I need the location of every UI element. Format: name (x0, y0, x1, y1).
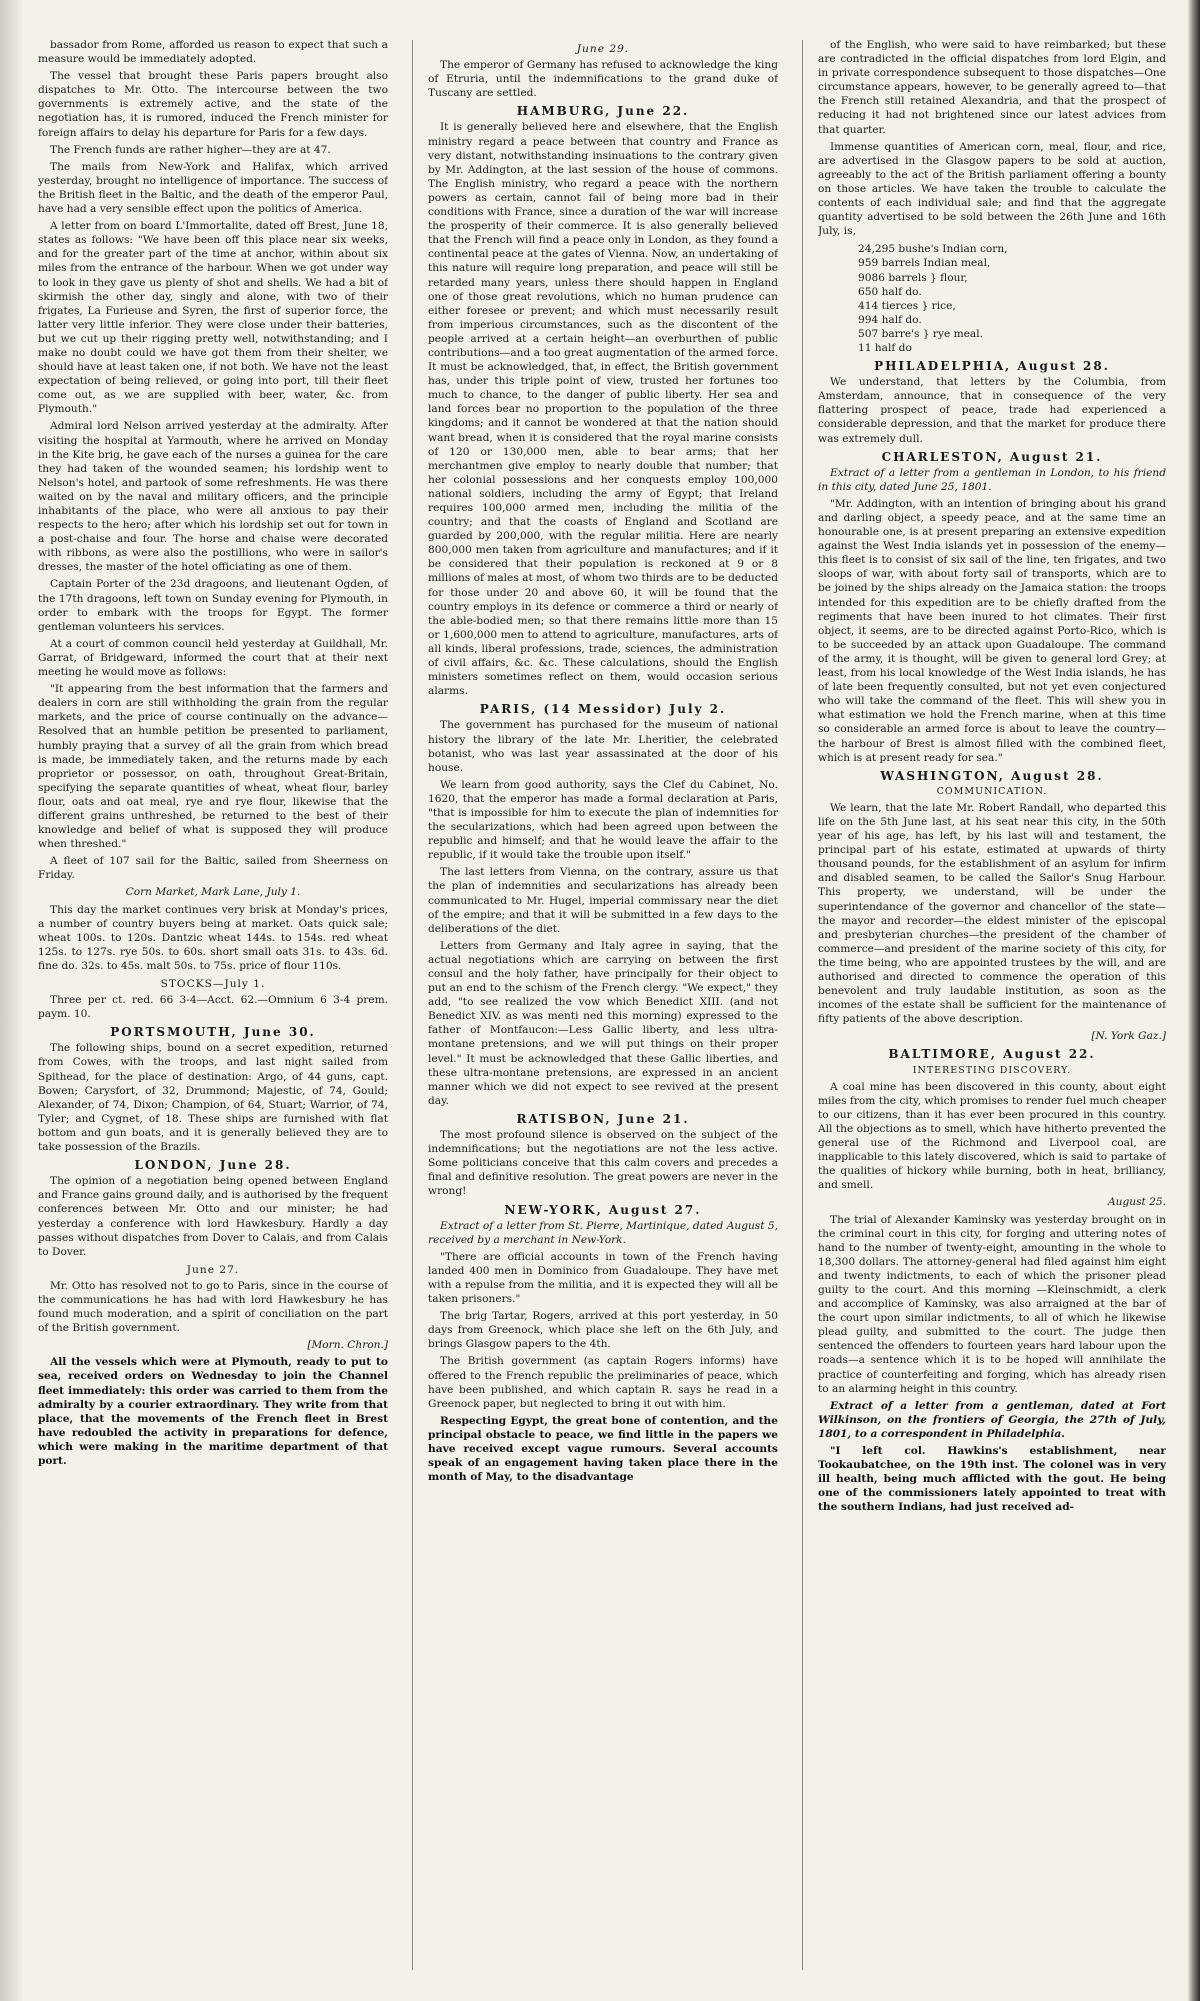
extract-intro: Extract of a letter from a gentleman, dated at Fort Wilkinson, on the frontiers of Georgia, the 27th of July, 1801, to a correspondent in Philadelphia. (818, 1399, 1166, 1440)
paragraph: of the English, who were said to have reimbarked; but these are contradicted in the official dispatches from lord Elgin, and in private correspondence subsequent to those dispatches—One circumstance appears, however, to be generally agreed to—that the French still retained Alexandria, and that the prospect of reducing it had not brightened since our latest advices from that quarter. (818, 39, 1166, 136)
column-rule (412, 40, 413, 1970)
paragraph: bassador from Rome, afforded us reason to expect that such a measure would be immediately adopted. (38, 39, 388, 66)
stocks-heading: STOCKS—July 1. (160, 978, 266, 990)
paragraph: It is generally believed here and elsewhere, that the English ministry regard a peace between that country and France as very distant, notwithstanding insinuations to the contrary given by Mr. Addington, at the last session of the house of commons. The English ministry, who regard a peace with the northern powers as certain, cannot fail of being more bad in their conditions with France, since a duration of the war will increase the prosperity of their commerce. It is also generally believed that the French will find a peace only in London, as they found a continental peace at the gates of Vienna. Now, an undertaking of this nature will require long preparation, and peace will still be retarded many years, unless there should happen in England one of those great revolutions, which no human prudence can either foresee or prevent; and which must necessarily result from imperious circumstances, such as the discontent of the people arrived at a certain height—an overburthen of public contributions—and a too great augmentation of the armed force. It must be acknowledged, that, in effect, the British government has, under this triple point of view, trusted her fortunes too much to chance, to the danger of public liberty. Her sea and land forces bear no proportion to the population of the three kingdoms; and it cannot be wondered at that the nation should want bread, when it is considered that the royal marine consists of 120 or 130,000 men, able to bear arms; that her merchantmen give employ to nearly double that number; that her colonial possessions and her conquests employ 100,000 national soldiers, including the army of Egypt; that Ireland requires 100,000 armed men, including the militia of the country; and that the coasts of England and Scotland are guarded by 200,000, with the regular militia. Here are nearly 800,000 men taken from agriculture and manufactures; and if it be considered that their population is reckoned at 9 or 8 millions of males at most, of whom two thirds are to be deducted for those under 20 and above 60, it will be found that the country employs in its defence or commerce a third or nearly of the able-bodied men; so that there remains little more than 15 or 1,600,000 men to attend to agriculture, manufactures, arts of all kinds, liberal professions, trade, sciences, the administration of civil affairs, &c. &c. These calculations, should the English ministers sometimes reflect on them, would occasion serious alarms. (428, 121, 778, 698)
dateline-paris: PARIS, (14 Messidor) July 2. (479, 702, 727, 717)
paragraph: This day the market continues very brisk at Monday's prices, a number of country buyers being at market. Oats quick sale; wheat 100s. to 120s. Dantzic wheat 144s. to 154s. red wheat 125s. to 127s. rye 50s. to 60s. short small oats 31s. to 43s. 6d. fine do. 32s. to 45s. malt 50s. to 75s. price of flour 110s. (38, 903, 388, 972)
extract-intro: Extract of a letter from St. Pierre, Martinique, dated August 5, received by a merchant in New-York. (428, 1219, 778, 1246)
date-heading: August 25. (1108, 1196, 1166, 1209)
paragraph: "There are official accounts in town of the French having landed 400 men in Dominico from Guadaloupe. They have met with a repulse from the militia, and it is expected they will all be taken prisoners." (428, 1250, 778, 1306)
paragraph: The British government (as captain Rogers informs) have offered to the French republic the preliminaries of peace, which have been published, and which captain R. says he read in a Greenock paper, but neglected to bring it out with him. (428, 1355, 778, 1410)
paragraph: We learn from good authority, says the Clef du Cabinet, No. 1620, that the emperor has made a formal declaration at Paris, "that is impossible for him to execute the plan of indemnities for the secularizations, which had been agreed upon between the republic and himself; and that he would leave the affair to the republic, if it would take the trouble upon itself." (428, 778, 778, 862)
paragraph: Captain Porter of the 23d dragoons, and lieutenant Ogden, of the 17th dragoons, left town on Sunday evening for Plymouth, in order to embark with the troops for Egypt. The former gentleman volunteers his services. (38, 578, 388, 633)
paragraph: A coal mine has been discovered in this county, about eight miles from the city, which promises to render fuel much cheaper to our citizens, than it has ever been procured in this country. All the objections as to smell, which have hitherto prevented the general use of the Richmond and Liverpool coal, are inapplicable to this lately discovered, which is said to partake of the qualities of hickory while burning, both in heat, brilliancy, and smell. (818, 1080, 1166, 1192)
paragraph: The mails from New-York and Halifax, which arrived yesterday, brought no intelligence of importance. The success of the British fleet in the Baltic, and the death of the emperor Paul, have had a very sensible effect upon the politics of America. (38, 160, 388, 216)
goods-row: 507 barre's } rye meal. (858, 327, 983, 340)
paragraph: The most profound silence is observed on the subject of the indemnifications; but the negotiations are not the less active. Some politicians conceive that this calm covers and precedes a final and definitive resolution. The great powers are never in the wrong! (428, 1129, 778, 1198)
paragraph: The vessel that brought these Paris papers brought also dispatches to Mr. Otto. The intercourse between the two governments is extremely active, and the state of the negotiation has, it is rumored, induced the French minister for foreign affairs to delay his departure for Paris for a few days. (38, 70, 388, 139)
date-heading: June 27. (186, 1263, 240, 1276)
goods-row: 994 half do. (858, 313, 922, 326)
paragraph: "I left col. Hawkins's establishment, near Tookaubatchee, on the 19th inst. The colonel was in very ill health, being much afflicted with the gout. He being one of the commissioners lately appointed to treat with the southern Indians, had just received ad- (818, 1445, 1166, 1514)
paragraph: The government has purchased for the museum of national history the library of the late Mr. Lheritier, the celebrated botanist, who was last year assassinated at the door of his house. (428, 719, 778, 774)
dateline-ratisbon: RATISBON, June 21. (516, 1111, 690, 1126)
dateline-portsmouth: PORTSMOUTH, June 30. (110, 1025, 316, 1040)
page-right-edge (1188, 0, 1200, 2001)
dateline-philadelphia: PHILADELPHIA, August 28. (874, 359, 1110, 374)
source-credit: [Morn. Chron.] (307, 1339, 388, 1352)
column-1 (38, 38, 388, 1983)
page-left-edge (0, 0, 22, 2001)
goods-row: 9086 barrels } flour, (858, 271, 968, 284)
dateline-hamburg: HAMBURG, June 22. (516, 104, 690, 119)
paragraph: The opinion of a negotiation being opened between England and France gains ground daily, and is authorised by the frequent conferences between Mr. Otto and our minister; he had yesterday a conference with lord Hawkesbury. Hardly a day passes without dispatches from Dover to Calais, and from Calais to Dover. (38, 1175, 388, 1258)
paragraph: The brig Tartar, Rogers, arrived at this port yesterday, in 50 days from Greenock, which place she left on the 6th July, and brings Glasgow papers to the 4th. (428, 1310, 778, 1351)
paragraph: The emperor of Germany has refused to acknowledge the king of Etruria, until the indemnifications to the grand duke of Tuscany are settled. (428, 59, 778, 100)
paragraph: All the vessels which were at Plymouth, ready to put to sea, received orders on Wednesday to join the Channel fleet immediately: this order was carried to them from the admiralty by a courier extraordinary. They write from that place, that the movements of the French fleet in Brest have redoubled the activity in preparations for defence, which were making in the maritime department of that port. (38, 1356, 388, 1467)
dateline-new-york: NEW-YORK, August 27. (504, 1202, 702, 1217)
column-rule (802, 40, 803, 1970)
paragraph: Respecting Egypt, the great bone of contention, and the principal obstacle to peace, we find little in the papers we have received except vague rumours. Several accounts speak of an engagement having taken place there in the month of May, to the disadvantage (428, 1414, 778, 1484)
paragraph: A letter from on board L'Immortalite, dated off Brest, June 18, states as follows: "We have been off this place near six weeks, and for the greater part of the time at anchor, within about six miles from the entrance of the harbour. When we got under way to look in they gave us plenty of shot and shells. We had a bit of skirmish the other day, singly and alone, with two of their frigates, La Furieuse and Syren, the first of superior force, the latter very little inferior. They were close under their batteries, but we cut up their rigging pretty well, notwithstanding; and I make no doubt could we have got them from their shelter, we should have at least taken one, if not both. We have not the least expectation of being relieved, or going into port, till their fleet come out, as we are supplied with beer, water, &c. from Plymouth." (38, 220, 388, 416)
dateline-washington: WASHINGTON, August 28. (880, 768, 1104, 783)
source-credit: [N. York Gaz.] (1091, 1030, 1166, 1043)
goods-row: 959 barrels Indian meal, (858, 257, 991, 270)
paragraph: Letters from Germany and Italy agree in saying, that the actual negotiations which are carrying on between the first consul and the holy father, have principally for their object to put an end to the schism of the French clergy. "We expect," they add, "to see realized the vow which Benedict XIII. (and not Benedict XIV. as was menti ned this morning) expressed to the father of Montfaucon:—Less Gallic liberty, and less ultra-montane pretensions, and we will put things on their proper level." It must be acknowledged that these Gallic liberties, and these ultra-montane pretensions, are expressed in an ancient manner which we did not expect to see revived at the present day. (428, 939, 778, 1107)
column-2 (428, 38, 778, 1983)
section-subheading: INTERESTING DISCOVERY. (912, 1064, 1072, 1076)
goods-table (858, 242, 1166, 355)
column-3 (818, 38, 1166, 1983)
paragraph: The French funds are rather higher—they are at 47. (50, 143, 331, 156)
paragraph: The following ships, bound on a secret expedition, returned from Cowes, with the troops, and last night sailed from Spithead, for the place of destination: Argo, of 44 guns, capt. Bowen; Carysfort, of 32, Drummond; Majestic, of 74, Gould; Alexander, of 74, Dixon; Champion, of 64, Stuart; Warrior, of 74, Tyler; and Cygnet, of 18. These ships are furnished with flat bottom and gun boats, and it is generally believed they are to take possession of the Brazils. (38, 1042, 388, 1154)
paragraph: Immense quantities of American corn, meal, flour, and rice, are advertised in the Glasgow papers to be sold at auction, agreeably to the act of the British parliament offering a bounty on those articles. We have taken the trouble to calculate the contents of each individual sale; and find that the aggregate quantity advertised to be sold between the 26th June and 16th July, is, (818, 140, 1166, 238)
paragraph: We understand, that letters by the Columbia, from Amsterdam, announce, that in consequence of the very flattering prospect of peace, trade had experienced a considerable depression, and that the market for produce there was extremely dull. (818, 376, 1166, 445)
paragraph: We learn, that the late Mr. Robert Randall, who departed this life on the 5th June last, at his seat near this city, in the 50th year of his age, has left, by his last will and testament, the principal part of his estate, estimated at upwards of thirty thousand pounds, for the establishment of an asylum for infirm and disabled seamen, to be called the Sailor's Snug Harbour. This property, we understand, will be under the superintendance of the governor and chancellor of the state—the mayor and recorder—the eldest minister of the episcopal and presbyterian churches—the president of the chamber of commerce—and president of the marine society of this city, for the time being, who are appointed trustees by the will, and are authorised and directed to commence the operation of this benevolent and truly laudable institution, as soon as the incomes of the estate shall be sufficient for the maintenance of fifty patients of the above description. (818, 801, 1166, 1026)
goods-row: 11 half do (858, 341, 912, 354)
section-subheading: COMMUNICATION. (936, 785, 1048, 797)
paragraph: "It appearing from the best information that the farmers and dealers in corn are still withholding the grain from the regular markets, and the price of course continually on the advance—Resolved that an humble petition be presented to parliament, humbly praying that a survey of all the grain from which bread is made, be immediately taken, and the returns made by each proprietor or possessor, on oath, throughout Great-Britain, specifying the separate quantities of wheat, wheat flour, barley flour, oats and oat meal, rye and rye flour, likewise that the different grains unthreshed, be returned to the best of their knowledge and belief of what is supposed they will produce when threshed." (38, 683, 388, 851)
dateline-charleston: CHARLESTON, August 21. (881, 449, 1103, 464)
paragraph: "Mr. Addington, with an intention of bringing about his grand and darling object, a speedy peace, and at the same time an honourable one, is at present preparing an extensive expedition against the West India islands yet in possession of the enemy—this fleet is to consist of six sail of the line, ten frigates, and two sloops of war, with about forty sail of transports, which are to be joined by the ships already on the Jamaica station: the troops intended for this expedition are to be chiefly drafted from the regiments that have been inured to hot climates. Their first object, it seems, are to be directed against Porto-Rico, which is to be succeeded by an attack upon Guadaloupe. The command of the army, it is thought, will be given to general lord Grey; at least, from his local knowledge of the West India islands, he has of late been frequently consulted, but not yet even conjectured who will take the command of the fleet. This will shew you in what estimation we hold the French marine, when at this time so considerable an armed force is about to leave the country—the harbour of Brest is almost filled with the combined fleet, which is at present ready for sea." (818, 497, 1166, 764)
paragraph: Three per ct. red. 66 3-4—Acct. 62.—Omnium 6 3-4 prem. paym. 10. (38, 994, 388, 1021)
paragraph: The trial of Alexander Kaminsky was yesterday brought on in the criminal court in this city, for forging and uttering notes of hand to the number of twenty-eight, amounting in the whole to 18,300 dollars. The attorney-general had filed against him eight and twenty indictments, to each of which the prisoner plead guilty to the court. And this morning —Kleinschmidt, a clerk and accomplice of Kaminsky, was also arraigned at the bar of the court upon similar indictments, to all of which he likewise plead guilty, and submitted to the court. The judge then sentenced the offenders to fourteen years hard labour upon the roads—a sentence which it is to be hoped will annihilate the practice of counterfeiting and forging, which has already risen to an alarming height in this country. (818, 1213, 1166, 1395)
paragraph: At a court of common council held yesterday at Guildhall, Mr. Garrat, of Bridgeward, informed the court that at their next meeting he would move as follows: (38, 637, 388, 679)
paragraph: A fleet of 107 sail for the Baltic, sailed from Sheerness on Friday. (38, 855, 388, 882)
corn-market-heading: Corn Market, Mark Lane, July 1. (125, 886, 301, 899)
goods-row: 24,295 bushe's Indian corn, (858, 243, 1008, 256)
dateline-london: LONDON, June 28. (134, 1158, 292, 1173)
goods-row: 414 tierces } rice, (858, 299, 956, 312)
paragraph: Mr. Otto has resolved not to go to Paris, since in the course of the communications he has had with lord Hawkesbury he has found much moderation, and a spirit of conciliation on the part of the British government. (38, 1279, 388, 1335)
extract-intro: Extract of a letter from a gentleman in London, to his friend in this city, dated June 25, 1801. (818, 466, 1166, 493)
paragraph: Admiral lord Nelson arrived yesterday at the admiralty. After visiting the hospital at Yarmouth, where he arrived on Monday in the Kite brig, he gave each of the nurses a guinea for the care they had taken of the wounded seamen; his lordship went to Nelson's hotel, and partook of some refreshments. He was there waited on by the naval and military officers, and the principle inhabitants of the place, who were all anxious to pay their respects to the hero; after which his lordship set out for town in a post-chaise and four. The horse and chaise were decorated with ribbons, as were also the postillions, who were in sailor's dresses, the master of the hotel officiating as one of them. (38, 420, 388, 574)
paragraph: The last letters from Vienna, on the contrary, assure us that the plan of indemnities and secularizations has already been communicated to Mr. Hugel, imperial commissary near the diet of the empire; and that it will be submitted in a few days to the deliberations of the diet. (428, 866, 778, 935)
goods-row: 650 half do. (858, 285, 922, 298)
date-heading: June 29. (576, 43, 630, 55)
dateline-baltimore: BALTIMORE, August 22. (888, 1047, 1096, 1062)
